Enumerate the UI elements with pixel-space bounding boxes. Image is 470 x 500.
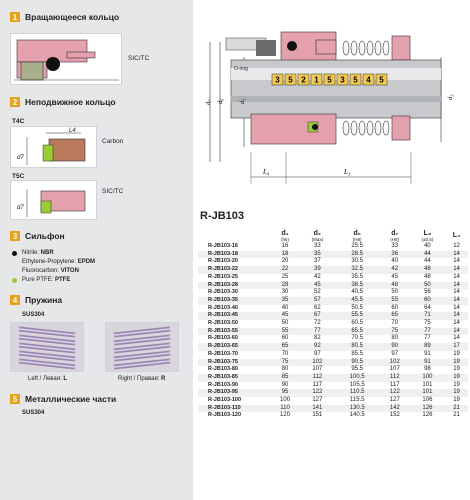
value-cell: 14	[445, 312, 468, 320]
spring-left-icon	[11, 323, 83, 371]
column-header	[198, 228, 270, 243]
value-cell: 75	[424, 320, 431, 327]
value-cell: 21	[453, 412, 460, 419]
value-cell: 14	[453, 273, 460, 280]
value-cell: 72	[314, 320, 321, 327]
value-cell: 40	[424, 243, 431, 249]
value-cell: 60.5	[351, 320, 364, 327]
table-row	[198, 258, 468, 266]
value-cell: 112	[380, 374, 410, 382]
material-name: Pure PTFE:	[22, 277, 56, 283]
value-cell: 50.5	[351, 304, 364, 311]
value-cell: 77	[424, 335, 431, 342]
model-cell: R-JB103-25	[208, 273, 238, 280]
value-cell: 80	[391, 335, 399, 342]
value-cell: 35.5	[351, 273, 364, 280]
value-cell: 64	[424, 304, 431, 311]
metal-parts-material: SUS304	[22, 410, 45, 416]
header-label: L₃	[423, 229, 432, 237]
value-cell: 80.5	[335, 343, 380, 351]
value-cell: 45	[391, 273, 399, 280]
value-cell: 89	[410, 343, 445, 351]
table-row	[198, 335, 468, 343]
header-unit: (H8)	[352, 236, 362, 242]
table-row	[198, 243, 468, 251]
table-header-row	[198, 228, 468, 243]
model-cell: R-JB103-65	[198, 343, 270, 351]
value-cell: 14	[445, 266, 468, 274]
value-cell: 14	[445, 282, 468, 290]
header-label: d₆	[353, 229, 361, 237]
value-cell: 48	[410, 266, 445, 274]
spring-right-icon	[106, 323, 178, 371]
header-label: d₇	[391, 229, 399, 237]
table-row	[198, 351, 468, 359]
value-cell: 36	[380, 251, 410, 259]
value-cell: 55	[380, 297, 410, 305]
part-number-callouts	[272, 74, 387, 85]
table-row	[198, 289, 468, 297]
value-cell: 77	[300, 328, 335, 336]
value-cell: 44	[410, 251, 445, 259]
section-2-header	[10, 97, 116, 107]
value-cell: 101	[422, 381, 433, 388]
value-cell: 35	[270, 297, 300, 305]
part-number: 3	[340, 75, 345, 85]
material-epdm	[22, 259, 95, 265]
section-number: 4	[10, 295, 20, 305]
value-cell: 126	[410, 405, 445, 413]
value-cell: 60	[281, 335, 289, 342]
value-cell: 90	[380, 343, 410, 351]
value-cell: 40	[391, 258, 399, 265]
material-code: NBR	[40, 250, 54, 256]
value-cell: 25.5	[351, 243, 364, 249]
spring-right-text: Right / Правая:	[118, 376, 162, 382]
value-cell: 102	[380, 359, 410, 367]
value-cell: 16	[281, 243, 289, 249]
rotating-ring-material: SIC/TC	[128, 55, 150, 62]
column-header	[445, 228, 468, 243]
value-cell: 105.5	[349, 381, 365, 388]
part-number: 4	[366, 75, 371, 85]
table-row	[198, 305, 468, 313]
value-cell: 19	[445, 374, 468, 382]
column-header	[300, 228, 335, 243]
value-cell: 71	[410, 312, 445, 320]
dimensions-table	[198, 228, 468, 420]
value-cell: 97	[391, 350, 399, 357]
value-cell: 60	[391, 304, 399, 311]
value-cell: 42	[380, 266, 410, 274]
materials-panel	[0, 0, 193, 500]
value-cell: 40.5	[351, 289, 364, 296]
seal-drawing-svg	[196, 2, 468, 202]
rotating-ring-drawing	[11, 34, 121, 84]
value-cell: 14	[445, 251, 468, 259]
model-cell: R-JB103-16	[208, 243, 238, 249]
value-cell: 55.5	[335, 312, 380, 320]
value-cell: 14	[453, 335, 460, 342]
part-number: 5	[327, 75, 332, 85]
value-cell: 112	[300, 374, 335, 382]
table-row	[198, 359, 468, 367]
value-cell: 100.5	[335, 374, 380, 382]
value-cell: 70	[391, 320, 399, 327]
column-header	[270, 228, 300, 243]
part-number: 5	[379, 75, 384, 85]
value-cell: 40	[281, 304, 289, 311]
ptfe-dot-icon	[12, 278, 17, 283]
model-cell: R-JB103-120	[208, 412, 242, 419]
value-cell: 19	[453, 397, 460, 404]
value-cell: 20	[281, 258, 289, 265]
value-cell: 48	[424, 273, 431, 280]
oring-label: O-ring	[234, 66, 248, 72]
header-unit: (Max)	[311, 236, 324, 242]
value-cell: 45	[300, 282, 335, 290]
model-cell: R-JB103-28	[198, 282, 270, 290]
header-label: d₁	[281, 229, 289, 237]
material-ptfe	[22, 277, 70, 283]
spring-right-code: R	[161, 376, 166, 382]
value-cell: 19	[453, 366, 460, 373]
spring-left-code: L	[63, 376, 67, 382]
value-cell: 70.5	[351, 335, 364, 342]
part-number: 3	[275, 75, 280, 85]
column-header	[380, 228, 410, 243]
material-code: EPDM	[77, 259, 96, 265]
stationary-ring-t4c-drawing	[11, 127, 96, 167]
table-row	[198, 266, 468, 274]
material-code: PTFE	[55, 277, 71, 283]
value-cell: 50	[410, 282, 445, 290]
value-cell: 82	[314, 335, 321, 342]
value-cell: 32.5	[335, 266, 380, 274]
value-cell: 65	[380, 312, 410, 320]
material-nbr	[22, 250, 54, 256]
value-cell: 12	[453, 243, 460, 249]
value-cell: 122	[300, 389, 335, 397]
value-cell: 85	[270, 374, 300, 382]
model-cell: R-JB103-18	[198, 251, 270, 259]
value-cell: 141	[300, 405, 335, 413]
part-number: 1	[314, 75, 319, 85]
model-cell: R-JB103-40	[208, 304, 238, 311]
value-cell: 67	[300, 312, 335, 320]
value-cell: 14	[453, 258, 460, 265]
spring-right-label	[118, 376, 165, 382]
part-number: 5	[288, 75, 293, 85]
spring-left-image	[10, 322, 84, 372]
model-cell: R-JB103-100	[208, 397, 242, 404]
spring-material: SUS304	[22, 312, 45, 318]
value-cell: 42	[314, 273, 321, 280]
value-cell: 52	[314, 289, 321, 296]
sictc-label: SIC/TC	[102, 188, 124, 195]
model-cell: R-JB103-70	[208, 350, 238, 357]
model-title: R-JB103	[200, 210, 245, 222]
value-cell: 95	[270, 389, 300, 397]
dim-d7: d₇	[205, 99, 212, 105]
spring-left-label	[28, 376, 67, 382]
value-cell: 37	[314, 258, 321, 265]
table-row	[198, 274, 468, 282]
value-cell: 85.5	[351, 350, 364, 357]
section-5-header	[10, 394, 116, 404]
section-title: Металлические части	[25, 394, 117, 404]
value-cell: 77	[410, 328, 445, 336]
column-header	[335, 228, 380, 243]
value-cell: 122	[380, 389, 410, 397]
value-cell: 57	[300, 297, 335, 305]
seal-cross-section-drawing	[196, 2, 468, 202]
value-cell: 75	[270, 359, 300, 367]
svg-text:d7: d7	[17, 155, 24, 161]
model-cell: R-JB103-20	[208, 258, 238, 265]
model-cell: R-JB103-75	[198, 359, 270, 367]
value-cell: 14	[453, 289, 460, 296]
table-row	[198, 374, 468, 382]
part-number: 5	[353, 75, 358, 85]
value-cell: 95.5	[351, 366, 364, 373]
value-cell: 102	[300, 359, 335, 367]
section-title: Сильфон	[25, 231, 65, 241]
nbr-dot-icon	[12, 251, 17, 256]
value-cell: 107	[312, 366, 323, 373]
value-cell: 14	[453, 320, 460, 327]
value-cell: 19	[453, 381, 460, 388]
value-cell: 30.5	[351, 258, 364, 265]
value-cell: 28	[270, 282, 300, 290]
value-cell: 92	[300, 343, 335, 351]
value-cell: 90.5	[335, 359, 380, 367]
value-cell: 101	[410, 389, 445, 397]
material-name: Nitrile:	[22, 250, 41, 256]
table-row	[198, 412, 468, 420]
value-cell: 19	[445, 389, 468, 397]
section-number: 3	[10, 231, 20, 241]
value-cell: 14	[445, 328, 468, 336]
model-cell: R-JB103-22	[198, 266, 270, 274]
value-cell: 91	[410, 359, 445, 367]
value-cell: 44	[424, 258, 431, 265]
value-cell: 110	[270, 405, 300, 413]
table-row	[198, 320, 468, 328]
model-cell: R-JB103-30	[208, 289, 238, 296]
stationary-ring-t4c-image	[10, 126, 97, 168]
value-cell: 28.5	[335, 251, 380, 259]
value-cell: 117	[312, 381, 323, 388]
table-row	[198, 343, 468, 351]
dim-d6: d₆	[217, 98, 224, 104]
section-title: Пружина	[25, 295, 63, 305]
value-cell: 127	[389, 397, 400, 404]
value-cell: 33	[314, 243, 321, 249]
stationary-ring-t5c-drawing	[11, 181, 96, 219]
value-cell: 14	[453, 304, 460, 311]
value-cell: 50	[281, 320, 289, 327]
value-cell: 97	[314, 350, 321, 357]
part-number: 2	[301, 75, 306, 85]
material-viton	[22, 268, 79, 274]
table-row	[198, 251, 468, 259]
model-cell: R-JB103-90	[208, 381, 238, 388]
material-name: Ethylene-Propylene:	[22, 259, 78, 265]
model-cell: R-JB103-80	[208, 366, 238, 373]
value-cell: 120	[280, 412, 291, 419]
value-cell: 30	[281, 289, 289, 296]
model-cell: R-JB103-35	[198, 297, 270, 305]
table-row	[198, 312, 468, 320]
value-cell: 130.5	[335, 405, 380, 413]
value-cell: 126	[422, 412, 433, 419]
value-cell: 151	[312, 412, 323, 419]
value-cell: 70	[281, 350, 289, 357]
column-header	[410, 228, 445, 243]
value-cell: 19	[453, 350, 460, 357]
value-cell: 127	[312, 397, 323, 404]
value-cell: 80	[281, 366, 289, 373]
table-body	[198, 243, 468, 420]
value-cell: 65.5	[335, 328, 380, 336]
value-cell: 18	[270, 251, 300, 259]
value-cell: 100	[280, 397, 291, 404]
material-code: VITON	[60, 268, 79, 274]
stationary-ring-t5c-image	[10, 180, 97, 220]
model-cell: R-JB103-55	[198, 328, 270, 336]
table-row	[198, 389, 468, 397]
header-label: L₄	[452, 232, 461, 239]
table-row	[198, 382, 468, 390]
table-row	[198, 366, 468, 374]
svg-text:L4: L4	[69, 128, 76, 134]
value-cell: 115.5	[349, 397, 365, 404]
value-cell: 140.5	[349, 412, 365, 419]
value-cell: 50	[391, 289, 399, 296]
svg-text:d7: d7	[17, 205, 24, 211]
table-row	[198, 328, 468, 336]
value-cell: 62	[314, 304, 321, 311]
section-title: Вращающееся кольцо	[25, 12, 120, 22]
model-cell: R-JB103-45	[198, 312, 270, 320]
value-cell: 48	[380, 282, 410, 290]
value-cell: 90	[281, 381, 289, 388]
dim-d1: d₁	[239, 98, 246, 104]
table-row	[198, 397, 468, 405]
table-row	[198, 297, 468, 305]
value-cell: 22	[270, 266, 300, 274]
rotating-ring-image	[10, 33, 122, 85]
value-cell: 19	[445, 359, 468, 367]
value-cell: 65	[270, 343, 300, 351]
value-cell: 75	[380, 328, 410, 336]
dim-l3: L₃	[344, 168, 351, 176]
dim-d2: d₂	[447, 94, 454, 100]
value-cell: 60	[410, 297, 445, 305]
value-cell: 39	[300, 266, 335, 274]
value-cell: 56	[424, 289, 431, 296]
header-unit: (H8)	[390, 236, 400, 242]
section-number: 1	[10, 12, 20, 22]
model-cell: R-JB103-95	[198, 389, 270, 397]
value-cell: 152	[389, 412, 400, 419]
value-cell: 117	[389, 381, 400, 388]
value-cell: 17	[445, 343, 468, 351]
model-cell: R-JB103-60	[208, 335, 238, 342]
model-cell: R-JB103-50	[208, 320, 238, 327]
value-cell: 35	[300, 251, 335, 259]
value-cell: 33	[391, 243, 399, 249]
value-cell: 14	[445, 297, 468, 305]
value-cell: 91	[424, 350, 431, 357]
header-unit: (h6)	[281, 236, 290, 242]
material-name: Fluorocarbon:	[22, 268, 61, 274]
section-number: 5	[10, 394, 20, 404]
table-row	[198, 405, 468, 413]
section-title: Неподвижное кольцо	[25, 97, 116, 107]
value-cell: 25	[281, 273, 289, 280]
header-unit: (±0.5)	[421, 236, 434, 242]
table-row	[198, 282, 468, 290]
carbon-label: Carbon	[102, 138, 124, 145]
value-cell: 100	[410, 374, 445, 382]
value-cell: 21	[445, 405, 468, 413]
dim-l4: L₄	[263, 168, 270, 176]
value-cell: 110.5	[335, 389, 380, 397]
t4c-label: T4C	[12, 118, 25, 125]
model-cell: R-JB103-110	[198, 405, 270, 413]
model-cell: R-JB103-85	[198, 374, 270, 382]
value-cell: 38.5	[335, 282, 380, 290]
t5c-label: T5C	[12, 173, 25, 180]
section-4-header	[10, 295, 62, 305]
value-cell: 55	[270, 328, 300, 336]
value-cell: 106	[422, 397, 433, 404]
header-label: d₂	[313, 229, 322, 237]
spring-right-image	[105, 322, 179, 372]
spring-left-text: Left / Левая:	[28, 376, 64, 382]
section-1-header	[10, 12, 119, 22]
value-cell: 45	[270, 312, 300, 320]
value-cell: 45.5	[335, 297, 380, 305]
value-cell: 142	[380, 405, 410, 413]
section-3-header	[10, 231, 65, 241]
section-number: 2	[10, 97, 20, 107]
value-cell: 98	[424, 366, 431, 373]
value-cell: 107	[389, 366, 400, 373]
